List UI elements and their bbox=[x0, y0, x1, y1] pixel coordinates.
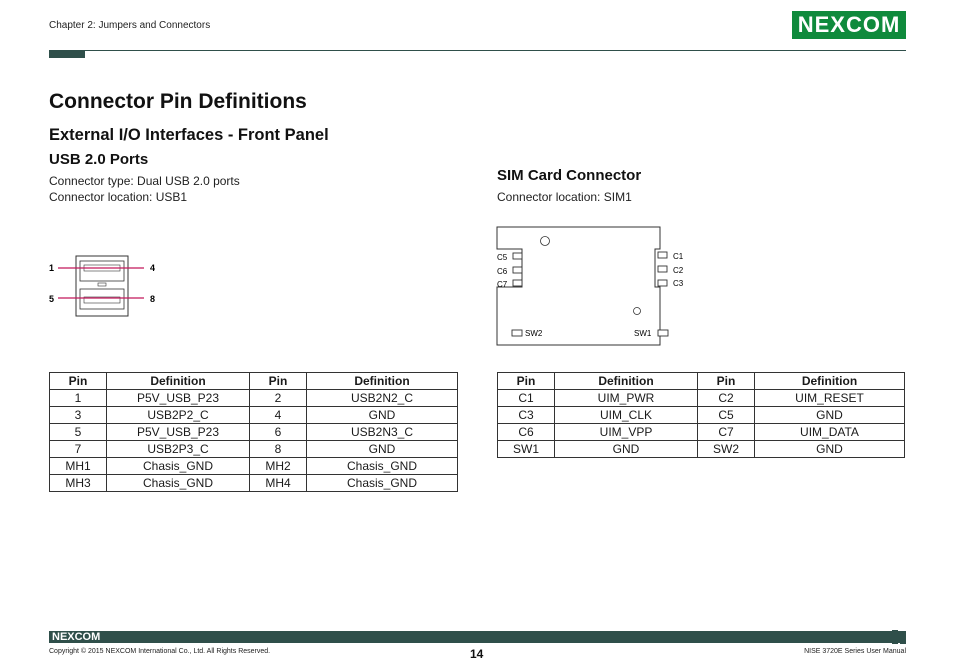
sim-label-c6: C6 bbox=[497, 267, 508, 276]
column-header: Pin bbox=[498, 373, 555, 390]
sim-location: Connector location: SIM1 bbox=[497, 190, 632, 204]
table-cell: 2 bbox=[250, 390, 307, 407]
table-row bbox=[50, 424, 458, 441]
sim-connector-diagram bbox=[490, 222, 690, 352]
table-cell: C3 bbox=[498, 407, 555, 424]
column-header: Pin bbox=[250, 373, 307, 390]
column-header: Definition bbox=[755, 373, 905, 390]
table-cell: GND bbox=[755, 407, 905, 424]
table-cell: 5 bbox=[50, 424, 107, 441]
sim-pad-c6 bbox=[513, 267, 522, 273]
column-header: Definition bbox=[555, 373, 698, 390]
sim-label-c7: C7 bbox=[497, 280, 508, 289]
table-cell: MH2 bbox=[250, 458, 307, 475]
table-row bbox=[50, 390, 458, 407]
copyright-text: Copyright © 2015 NEXCOM International Co., Ltd. All Rights Reserved. bbox=[49, 648, 271, 655]
usb-location: Connector location: USB1 bbox=[49, 190, 188, 204]
table-row bbox=[498, 407, 905, 424]
table-cell: 7 bbox=[50, 441, 107, 458]
usb-type: Connector type: Dual USB 2.0 ports bbox=[49, 174, 240, 188]
table-cell: Chasis_GND bbox=[107, 458, 250, 475]
manual-title: NISE 3720E Series User Manual bbox=[804, 648, 906, 655]
table-cell: GND bbox=[755, 441, 905, 458]
table-cell: UIM_DATA bbox=[755, 424, 905, 441]
table-cell: UIM_CLK bbox=[555, 407, 698, 424]
table-cell: SW2 bbox=[698, 441, 755, 458]
table-cell: UIM_RESET bbox=[755, 390, 905, 407]
usb-label-5: 5 bbox=[49, 294, 55, 304]
table-cell: 8 bbox=[250, 441, 307, 458]
sim-label-c5: C5 bbox=[497, 253, 508, 262]
column-header: Pin bbox=[50, 373, 107, 390]
table-row bbox=[50, 407, 458, 424]
table-cell: USB2N2_C bbox=[307, 390, 458, 407]
table-cell: Chasis_GND bbox=[307, 458, 458, 475]
table-header-row bbox=[498, 373, 905, 390]
table-row bbox=[498, 424, 905, 441]
table-cell: GND bbox=[555, 441, 698, 458]
column-header: Definition bbox=[107, 373, 250, 390]
table-cell: C6 bbox=[498, 424, 555, 441]
usb-label-8: 8 bbox=[150, 294, 156, 304]
table-cell: MH1 bbox=[50, 458, 107, 475]
footer-bar bbox=[49, 631, 906, 643]
table-cell: 4 bbox=[250, 407, 307, 424]
table-cell: 1 bbox=[50, 390, 107, 407]
sim-pad-c2 bbox=[658, 266, 667, 272]
table-cell: UIM_PWR bbox=[555, 390, 698, 407]
footer-logo: NEXCOM bbox=[52, 631, 101, 643]
sim-label-c1: C1 bbox=[673, 252, 684, 261]
column-header: Pin bbox=[698, 373, 755, 390]
usb-pin-table bbox=[49, 372, 458, 492]
usb-divider bbox=[98, 283, 106, 286]
header-rule-tab bbox=[49, 50, 85, 58]
table-row bbox=[498, 441, 905, 458]
column-header: Definition bbox=[307, 373, 458, 390]
table-cell: C7 bbox=[698, 424, 755, 441]
sim-hole-top bbox=[541, 237, 550, 246]
sim-label-sw1: SW1 bbox=[634, 329, 652, 338]
table-header-row bbox=[50, 373, 458, 390]
table-cell: SW1 bbox=[498, 441, 555, 458]
table-row bbox=[50, 458, 458, 475]
footer-square-2 bbox=[900, 638, 906, 644]
footer-square-1 bbox=[892, 630, 898, 636]
sim-pad-c7 bbox=[513, 280, 522, 286]
sim-label-sw2: SW2 bbox=[525, 329, 543, 338]
table-cell: MH3 bbox=[50, 475, 107, 492]
page-number: 14 bbox=[470, 647, 484, 661]
table-cell: USB2P2_C bbox=[107, 407, 250, 424]
page-title: Connector Pin Definitions bbox=[49, 90, 307, 113]
table-cell: USB2N3_C bbox=[307, 424, 458, 441]
sim-pad-sw2 bbox=[512, 330, 522, 336]
table-cell: C2 bbox=[698, 390, 755, 407]
table-cell: P5V_USB_P23 bbox=[107, 390, 250, 407]
sim-hole-bottom bbox=[634, 308, 641, 315]
sim-title: SIM Card Connector bbox=[497, 167, 642, 184]
usb-title: USB 2.0 Ports bbox=[49, 151, 149, 168]
sim-pin-table bbox=[497, 372, 905, 458]
nexcom-logo: NEXCOM bbox=[792, 11, 906, 39]
sim-label-c2: C2 bbox=[673, 266, 684, 275]
usb-label-1: 1 bbox=[49, 263, 55, 273]
table-cell: GND bbox=[307, 407, 458, 424]
header-rule bbox=[49, 50, 906, 51]
table-cell: USB2P3_C bbox=[107, 441, 250, 458]
footer-square-3 bbox=[892, 638, 898, 644]
table-cell: Chasis_GND bbox=[307, 475, 458, 492]
table-cell: MH4 bbox=[250, 475, 307, 492]
table-cell: UIM_VPP bbox=[555, 424, 698, 441]
chapter-heading: Chapter 2: Jumpers and Connectors bbox=[49, 20, 211, 31]
table-cell: 6 bbox=[250, 424, 307, 441]
table-row bbox=[498, 390, 905, 407]
table-row bbox=[50, 441, 458, 458]
sim-pad-sw1 bbox=[658, 330, 668, 336]
table-cell: GND bbox=[307, 441, 458, 458]
sim-label-c3: C3 bbox=[673, 279, 684, 288]
table-cell: Chasis_GND bbox=[107, 475, 250, 492]
table-cell: C5 bbox=[698, 407, 755, 424]
usb-label-4: 4 bbox=[150, 263, 156, 273]
table-cell: C1 bbox=[498, 390, 555, 407]
table-row bbox=[50, 475, 458, 492]
sim-pad-c3 bbox=[658, 280, 667, 286]
sim-pad-c5 bbox=[513, 253, 522, 259]
usb-connector-diagram bbox=[40, 250, 180, 325]
section-title: External I/O Interfaces - Front Panel bbox=[49, 126, 329, 144]
table-cell: 3 bbox=[50, 407, 107, 424]
table-cell: P5V_USB_P23 bbox=[107, 424, 250, 441]
sim-pad-c1 bbox=[658, 252, 667, 258]
